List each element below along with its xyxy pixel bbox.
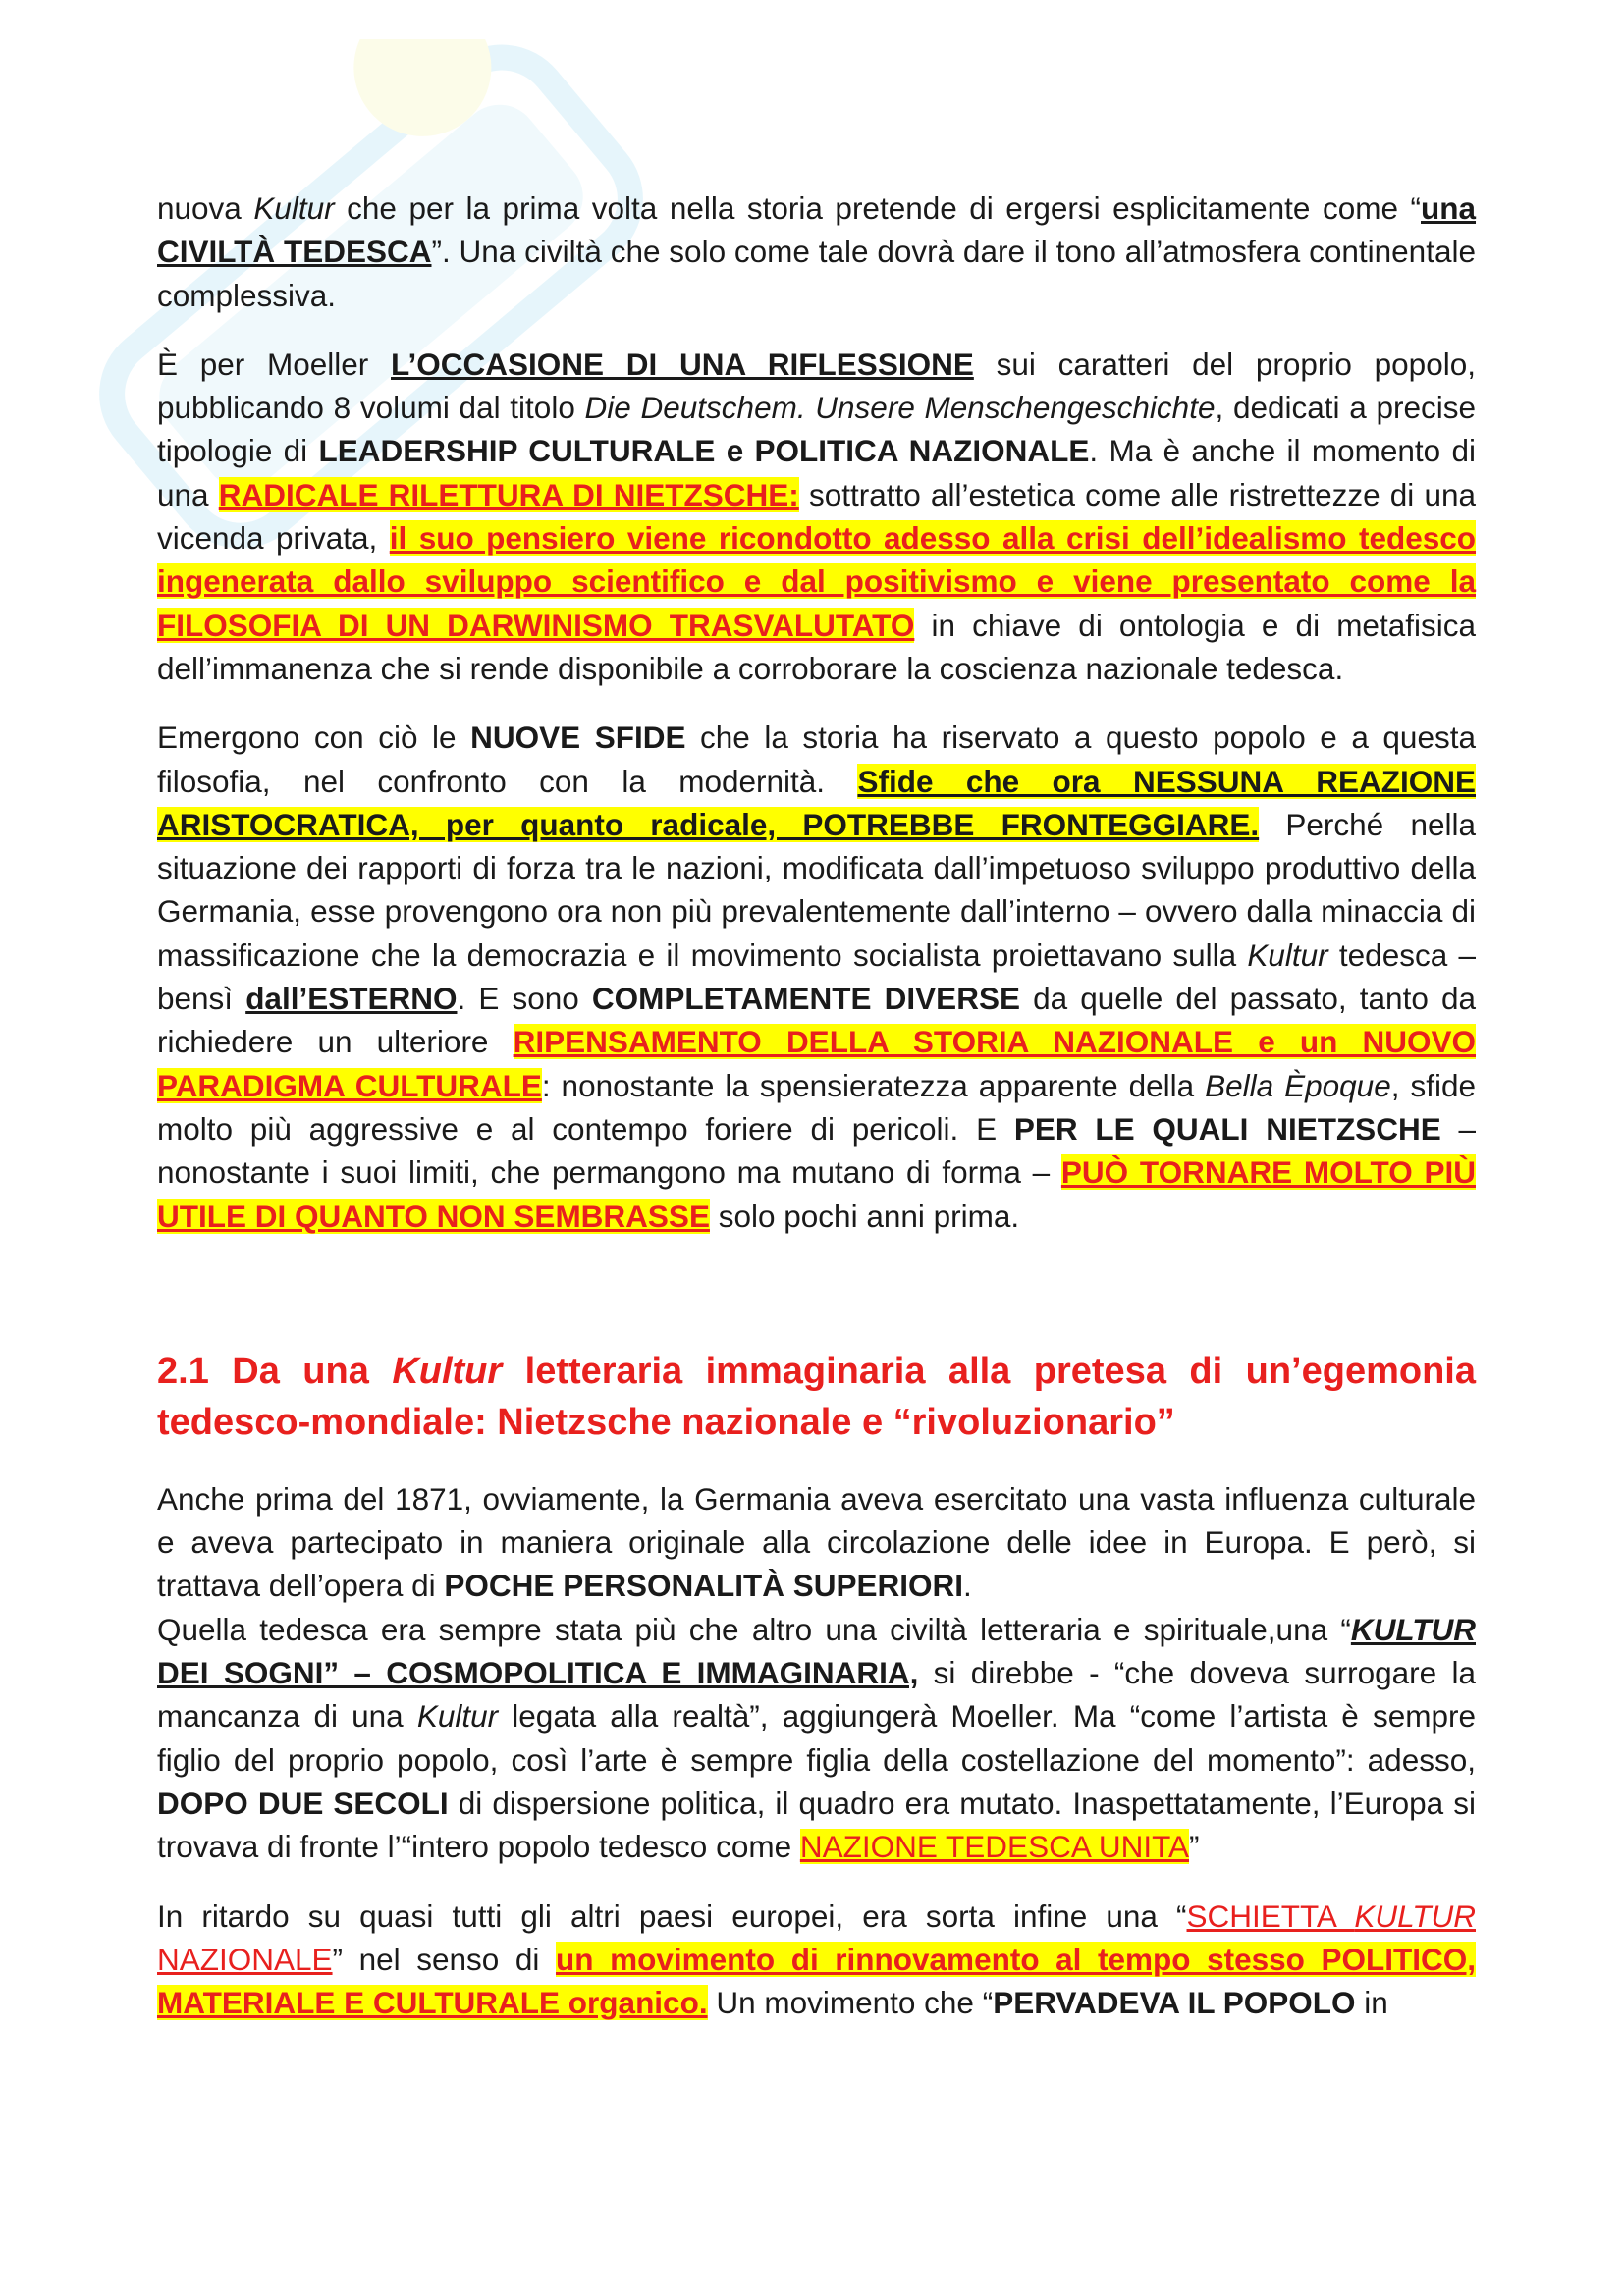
paragraph-4: Anche prima del 1871, ovviamente, la Germania aveva esercitato una vasta influenza culturale e aveva partecipato in maniera originale alla circolazione delle idee in Europa. E però, si trattava dell’opera di POCHE PERSONALITÀ SUPERIORI. xyxy=(157,1480,1476,1604)
paragraph-1: nuova Kultur che per la prima volta nella storia pretende di ergersi esplicitamente come “una CIVILTÀ TEDESCA”. Una civiltà che solo come tale dovrà dare il tono all’atmosfera continentale complessiva. xyxy=(157,190,1477,313)
paragraph-5: Quella tedesca era sempre stata più che altro una civiltà letteraria e spirituale,una “KULTUR DEI SOGNI” – COSMOPOLITICA E IMMAGINARIA, si direbbe - “che doveva surrogare la mancanza di una Kultur legata alla realtà”, aggiungerà Moeller. Ma “come l’artista è sempre figlio del proprio popolo, così l’arte è sempre figlia della costellazione del momento”: adesso, DOPO DUE SECOLI di dispersione politica, il quadro era mutato. Inaspettatamente, l’Europa si trovava di fronte l’“intero popolo tedesco come NAZIONE TEDESCA UNITA” xyxy=(157,1611,1476,1865)
paragraph-3: Emergono con ciò le NUOVE SFIDE che la storia ha riservato a questo popolo e a questa filosofia, nel confronto con la modernità. Sfide che ora NESSUNA REAZIONE ARISTOCRATICA, per quanto radicale, POTREBBE FRONTEGGIARE. Perché nella situazione dei rapporti di forza tra le nazioni, modificata dall’impetuoso sviluppo produttivo della Germania, esse provengono ora non più prevalentemente dall’interno – ovvero dalla minaccia di massificazione che la democrazia e il movimento socialista proiettavano sulla Kultur tedesca – bensì dall’ESTERNO. E sono COMPLETAMENTE DIVERSE da quelle del passato, tanto da richiedere un ulteriore RIPENSAMENTO DELLA STORIA NAZIONALE e un NUOVO PARADIGMA CULTURALE: nonostante la spensieratezza apparente della Bella Èpoque, sfide molto più aggressive e al contempo foriere di pericoli. E PER LE QUALI NIETZSCHE – nonostante i suoi limiti, che permangono ma mutano di forma – PUÒ TORNARE MOLTO PIÙ UTILE DI QUANTO NON SEMBRASSE solo pochi anni prima. xyxy=(157,720,1477,1234)
paragraph-2: È per Moeller L’OCCASIONE DI UNA RIFLESSIONE sui caratteri del proprio popolo, pubblicando 8 volumi dal titolo Die Deutschem. Unsere Menschengeschichte, dedicati a precise tipologie di LEADERSHIP CULTURALE e POLITICA NAZIONALE. Ma è anche il momento di una RADICALE RILETTURA DI NIETZSCHE: sottratto all’estetica come alle ristrettezze di una vicenda privata, il suo pensiero viene ricondotto adesso alla crisi dell’idealismo tedesco ingenerata dallo sviluppo scientifico e dal positivismo e viene presentato come la FILOSOFIA DI UN DARWINISMO TRASVALUTATO in chiave di ontologia e di metafisica dell’immanenza che si rende disponibile a corroborare la coscienza nazionale tedesca. xyxy=(157,346,1477,686)
section-heading: 2.1 Da una Kultur letteraria immaginaria alla pretesa di un’egemonia tedesco-mondiale: Nietzsche nazionale e “rivoluzionario” xyxy=(157,1350,1476,1443)
document-page xyxy=(157,187,1476,2050)
paragraph-6: In ritardo su quasi tutti gli altri paesi europei, era sorta infine una “SCHIETTA KULTUR NAZIONALE” nel senso di un movimento di rinnovamento al tempo stesso POLITICO, MATERIALE E CULTURALE organico. Un movimento che “PERVADEVA IL POPOLO in xyxy=(157,1897,1476,2021)
